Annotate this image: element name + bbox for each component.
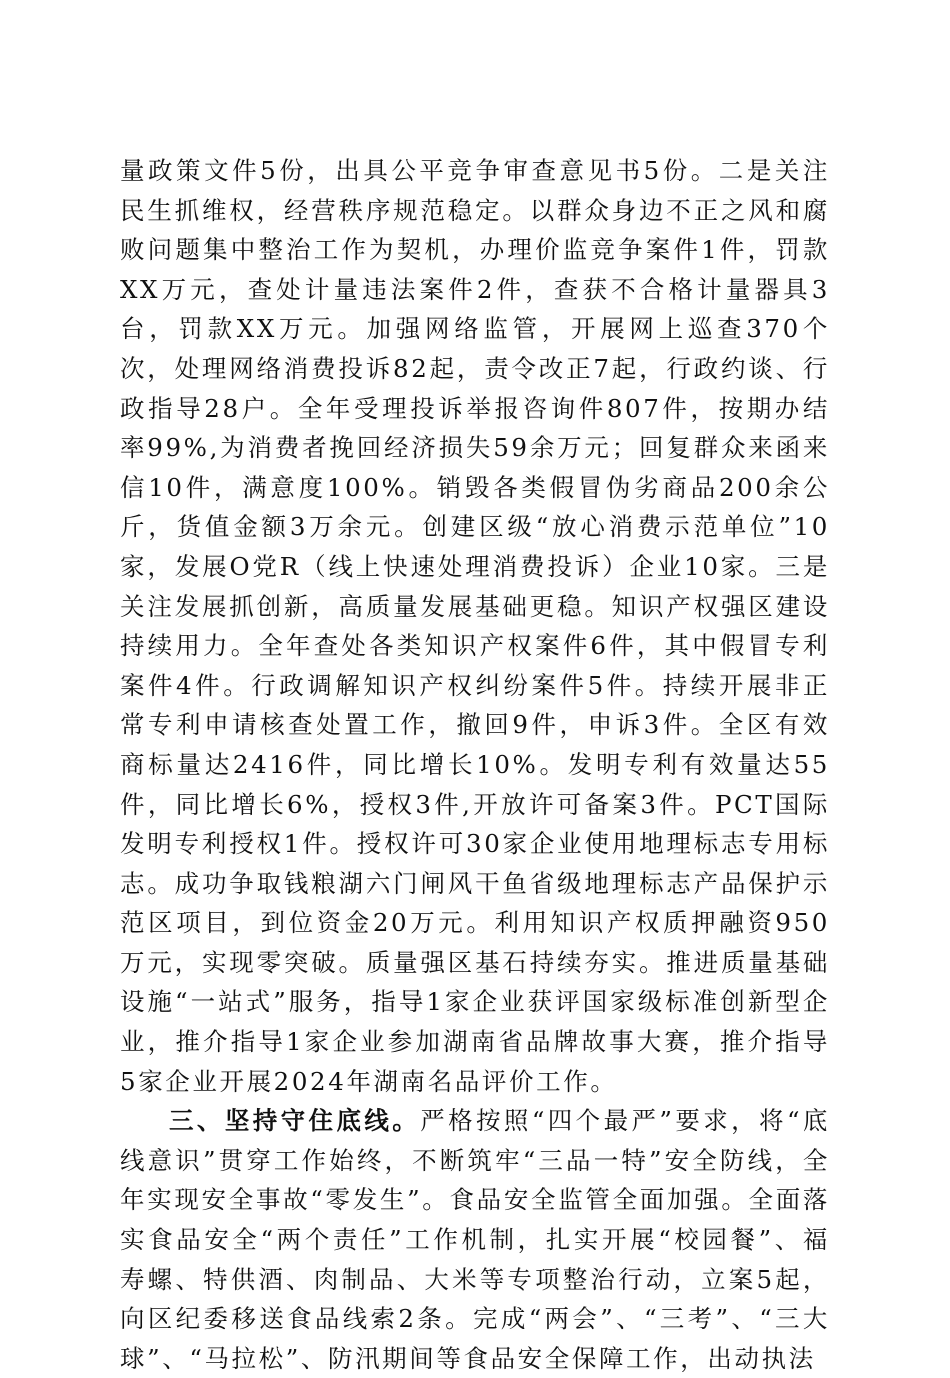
section-3-body: 严格按照“四个最严”要求，将“底线意识”贯穿工作始终，不断筑牢“三品一特”安全防线，全年实现安全事故“零发生”。食品安全监管全面加强。全面落实食品安全“两个责任”工作机制，扎实开展“校园餐”、福寿螺、特供酒、肉制品、大米等专项整治行动，立案5起，向区纪委移送食品线索2条。完成“两会”、“三考”、“三大球”、“马拉松”、防汛期间等食品安全保障工作，出动执法 <box>120 1106 830 1373</box>
document-body <box>120 151 830 1378</box>
paragraph-section-3 <box>120 1101 830 1378</box>
section-3-heading: 三、坚持守住底线。 <box>169 1106 421 1136</box>
paragraph-continued: 量政策文件5份，出具公平竞争审查意见书5份。二是关注民生抓维权，经营秩序规范稳定。以群众身边不正之风和腐败问题集中整治工作为契机，办理价监竞争案件1件，罚款XX万元，查处计量违法案件2件，查获不合格计量器具3台，罚款XX万元。加强网络监管，开展网上巡查370个次，处理网络消费投诉82起，责令改正7起，行政约谈、行政指导28户。全年受理投诉举报咨询件807件，按期办结率99%,为消费者挽回经济损失59余万元；回复群众来函来信10件，满意度100%。销毁各类假冒伪劣商品200余公斤，货值金额3万余元。创建区级“放心消费示范单位”10家，发展O党R（线上快速处理消费投诉）企业10家。三是关注发展抓创新，高质量发展基础更稳。知识产权强区建设持续用力。全年查处各类知识产权案件6件，其中假冒专利案件4件。行政调解知识产权纠纷案件5件。持续开展非正常专利申请核查处置工作，撤回9件，申诉3件。全区有效商标量达2416件，同比增长10%。发明专利有效量达55件，同比增长6%，授权3件,开放许可备案3件。PCT国际发明专利授权1件。授权许可30家企业使用地理标志专用标志。成功争取钱粮湖六门闸风干鱼省级地理标志产品保护示范区项目，到位资金20万元。利用知识产权质押融资950万元，实现零突破。质量强区基石持续夯实。推进质量基础设施“一站式”服务，指导1家企业获评国家级标准创新型企业，推介指导1家企业参加湖南省品牌故事大赛，推介指导5家企业开展2024年湖南名品评价工作。 <box>120 156 830 1096</box>
